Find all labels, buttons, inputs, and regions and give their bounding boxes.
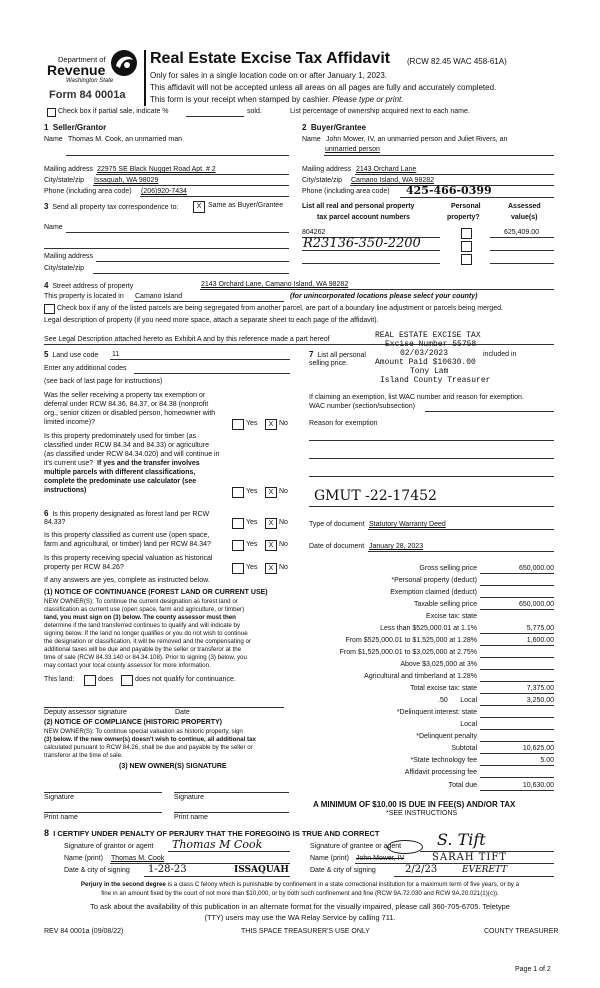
stamp-line2: Excise Number 55758 [385,340,477,349]
seller-city-value[interactable]: Issaquah, WA 98029 [94,177,159,184]
tax-row-label-7: From $1,525,000.01 to $3,025,000 at 2.75% [339,649,477,656]
partial-sale-label: Check box if partial sale, indicate % [58,108,169,115]
doc-date-value[interactable]: January 28, 2023 [369,543,424,550]
tax-row-label-6: From $525,000.01 to $1,525,000 at 1.28% [345,637,477,644]
notice1-line3: determine if the land transferred continues to qualify and will indicate by [44,622,241,629]
current-use-q-line1: farm and agricultural, or timber) land per RCW 84.34? [44,541,211,548]
form-number: Form 84 0001a [49,89,126,101]
forest-yes-checkbox[interactable] [232,518,244,529]
tax-row-line-9[interactable] [480,681,554,682]
tax-row-line-12[interactable] [480,717,554,718]
section3-mailing-line[interactable] [96,261,289,262]
grantee-date[interactable]: 2/2/23 [405,864,438,875]
buyer-mailing-label: Mailing address [302,166,352,173]
forest-question [44,509,209,518]
seller-heading-text: Seller/Grantor [52,123,107,132]
personal-header2: property? [447,214,480,221]
historic-no-label: No [279,564,288,571]
q2-line2: (as classified under RCW 84.34.020) and will continue in [44,451,220,458]
tax-row-label-10: Total excise tax: state [410,685,477,692]
see-back-note: (see back of last page for instructions) [44,378,163,385]
section3-text: Send all property tax correspondence to: [52,204,179,211]
seller-phone-line [140,196,289,197]
q2-bold2: complete the predominate use calculator (see [44,478,197,485]
owner-print-label2: Print name [174,814,208,821]
tax-row-line-13[interactable] [480,729,554,730]
q2-bold0: If yes and the transfer involves [97,460,200,467]
dept-line3: Washington State [66,78,114,84]
wac-line1: If claiming an exemption, list WAC number and reason for exemption. [309,394,524,401]
notice1-line6: additional taxes will be due and payable by the seller or transferor at the [44,646,242,653]
legal-desc-value[interactable]: See Legal Description attached hereto as Exhibit A and by this reference made a part hereof [44,336,330,343]
grantor-name[interactable]: Thomas M. Cook [111,855,165,862]
notice1-line4: signing below. If the land no longer qualifies or you do not wish to continue [44,630,248,637]
tax-row-label-1: *Personal property (deduct) [391,577,477,584]
parcel-2-assessed-line [490,250,554,251]
historic-yes-checkbox[interactable] [232,563,244,574]
minimum-due-note: A MINIMUM OF $10.00 IS DUE IN FEE(S) AND/OR TAX [313,800,516,809]
form-rcw: (RCW 82.45 WAC 458-61A) [407,57,507,66]
q2-line0: Is this property predominately used for timber (as [44,433,197,440]
tax-row-label-14: *Delinquent penalty [416,733,477,740]
q1-line3: limited income)? [44,419,95,426]
section3-num: 3 [44,202,49,211]
buyer-phone-value[interactable]: 425-466-0399 [406,184,492,197]
owner-print-line2[interactable] [174,812,289,813]
ownership-pct-note: List percentage of ownership acquired next to each name. [290,108,470,115]
page-number: Page 1 of 2 [515,966,551,973]
tax-row-value-18[interactable]: 10,630.00 [522,782,554,789]
dept-line2: Revenue [47,62,106,78]
section3-extra-line[interactable] [44,248,289,249]
grantor-name-label: Name (print) [64,855,103,862]
seller-heading-num: 1 [44,123,49,132]
handwritten-note: GMUT -22-17452 [314,488,437,504]
q2-line3-start: it's current use? [44,460,94,467]
tax-row-label-3: Taxable selling price [413,601,477,608]
buyer-name-line2 [324,155,554,156]
perjury-line1 [0,881,600,888]
tax-row-value-10[interactable]: 7,375.00 [526,685,554,692]
grantor-signature-label: Signature of grantor or agent [64,843,154,850]
tax-row-label-15: Subtotal [451,745,477,752]
certify-text: I CERTIFY UNDER PENALTY OF PERJURY THAT THE FOREGOING IS TRUE AND CORRECT [53,829,380,838]
owner-print-line1[interactable] [44,812,162,813]
grantee-date-line [394,876,554,877]
located-value[interactable]: Camano Island [135,293,183,300]
buyer-heading-num: 2 [302,123,307,132]
section6-num: 6 [44,509,49,518]
reason-line2[interactable] [309,458,554,459]
perjury-line2: fine in an amount fixed by the court of not more than $10,000, or by both such confinement and fine (RCW 9A.72.030 and RCW 9A.20.021(1)(c)). [101,890,499,897]
forest-no-checkbox[interactable]: X [265,518,277,529]
tax-row-value-0[interactable]: 650,000.00 [518,565,554,572]
tax-row-line-7[interactable] [480,657,554,658]
same-as-buyer-label: Same as Buyer/Grantee [208,202,284,209]
does-not-label: does not qualify for continuance. [135,676,236,683]
tax-row-value-5[interactable]: 5,775.00 [526,625,554,632]
notice1-line2: land, you must sign on (3) below. The county assessor must then [44,614,236,621]
current-use-no-label: No [279,541,288,548]
land-use-label [44,350,98,359]
reason-line1[interactable] [309,440,554,441]
notice2-line0: NEW OWNER(S): To continue special valuation as historic property, sign [44,728,243,735]
doc-type-value[interactable]: Statutory Warranty Deed [369,521,446,528]
buyer-name-label: Name [302,136,321,143]
tax-row-label-4: Excise tax: state [426,613,477,620]
tax-row-line-14[interactable] [480,741,554,742]
owner-signature-line2[interactable] [174,792,289,793]
wac-number-label: WAC number (section/subsection) [309,403,415,410]
q1-no-label: No [279,420,288,427]
does-qualify-checkbox[interactable] [84,675,96,686]
parcel-1-personal-checkbox[interactable] [461,228,472,239]
tax-row-value-16[interactable]: 5.00 [540,757,554,764]
q2-bold1: multiple parcels with different classifications, [44,469,196,476]
seller-name-label: Name [44,136,63,143]
section8-num: 8 [44,828,50,838]
q1-line2: org., senior citizen or disabled person, homeowner with [44,410,216,417]
seller-name-value[interactable]: Thomas M. Cook, an unmarried man [68,136,182,143]
seller-mailing-label: Mailing address [44,166,94,173]
tax-row-line-15 [480,753,554,754]
parcel-2-line [302,250,440,251]
grantor-city[interactable]: ISSAQUAH [234,865,289,875]
seller-heading [44,123,106,132]
buyer-heading-text: Buyer/Grantee [310,123,367,132]
section3-city-line[interactable] [93,273,289,274]
stamp-line3: 02/03/2023 [400,349,449,358]
treasurer-use-only: THIS SPACE TREASURER'S USE ONLY [241,928,370,935]
tax-row-line-2[interactable] [480,597,554,598]
tax-row-label-9: Agricultural and timberland at 1.28% [364,673,477,680]
section3-name-label: Name [44,224,63,231]
deputy-signature-label: Deputy assessor signature [44,709,127,716]
notice1-title: (1) NOTICE OF CONTINUANCE (FOREST LAND OR CURRENT USE) [44,589,268,596]
notice2-line3: transferor at the time of sale. [44,752,123,759]
header-line3 [150,95,403,104]
q2-bold3: instructions) [44,487,87,494]
section3-mailing-label: Mailing address [44,253,94,260]
perjury-bold: Perjury in the second degree [80,881,166,888]
parcel-1-assessed[interactable]: 625,409.00 [504,229,540,236]
tax-row-line-0 [480,573,554,574]
street-address-text: Street address of property [52,283,134,290]
tax-row-label-0: Gross selling price [419,565,477,572]
grantee-signature-label: Signature of grantee or agent [310,843,402,850]
tax-row-label-5: Less than $525,000.01 at 1.1% [380,625,477,632]
same-as-buyer-checkbox[interactable]: X [193,201,205,213]
q1-no-checkbox[interactable]: X [265,419,277,430]
seller-phone-value[interactable]: (206)920-7434 [141,188,187,195]
seller-city-line [93,185,289,186]
header-line2: This affidavit will not be accepted unless all areas on all pages are fully and accurately completed. [150,83,497,92]
tax-row-value-11[interactable]: 3,250.00 [526,697,554,704]
local-rate: .50 [438,697,448,704]
grantor-signature-line [168,851,290,852]
buyer-mailing-value[interactable]: 2143 Orchard Lane [356,166,417,173]
buyer-name-value2[interactable]: unmarried person [325,146,380,153]
alt-format-line2: (TTY) users may use the WA Relay Service by calling 711. [204,913,396,922]
current-use-q-line0: Is this property classified as current use (open space, [44,532,210,539]
parcel-handwritten: R23136-350-2200 [303,236,421,251]
included-label: included in [483,351,517,358]
grantor-date-label: Date & city of signing [64,867,130,874]
grantee-date-label: Date & city of signing [310,867,376,874]
q1-line1: deferral under RCW 84.36, 84.37, or 84.38 (nonprofit [44,401,209,408]
assessed-header1: Assessed [508,203,541,210]
q2-line1: classified under RCW 84.34 and 84.33) or agriculture [44,442,209,449]
header-line3-text: This form is your receipt when stamped by cashier. [150,95,331,104]
parcel-header1: List all real and personal property [302,203,415,210]
section3-label [44,202,178,211]
segregated-label: Check box if any of the listed parcels are being segregated from another parcel, are part of a boundary line adjustment or parcels being merged. [57,305,503,312]
parcel-3-line [302,263,440,264]
tax-row-label-2: Exemption claimed (deduct) [390,589,477,596]
tax-row-line-8[interactable] [480,669,554,670]
rev-number: REV 84 0001a (09/08/22) [44,928,124,935]
doc-date-label: Date of document [309,543,365,550]
grantee-city[interactable]: EVERETT [462,865,508,875]
parcel-1-number[interactable]: 804262 [302,229,326,236]
section4-num: 4 [44,281,49,290]
tax-row-line-11 [480,705,554,706]
personal-header1: Personal [451,203,481,210]
grantee-agent-circle [387,840,423,854]
doc-type-label: Type of document [309,521,365,528]
personal-property-label [309,350,366,359]
grantee-name[interactable]: SARAH TIFT [432,852,507,863]
perjury-text1: is a class C felony which is punishable by confinement in a state correctional institution for a maximum term of five years, or by a [167,881,520,888]
doc-type-line [368,529,554,530]
q2-yes-label: Yes [246,488,258,495]
notice1-line5: the designation or classification, it will be removed and the compensating or [44,638,252,645]
notice1-line0: NEW OWNER(S): To continue the current designation as forest land or [44,598,238,605]
seller-name-line2[interactable] [66,155,289,156]
this-land-label: This land: [44,676,75,683]
land-use-value[interactable]: 11 [112,351,120,358]
does-label: does [98,676,114,683]
notice2-line2: calculated pursuant to RCW 84.26, shall be due and payable by the seller or [44,744,253,751]
tax-row-label-11: Local [460,697,477,704]
tax-row-line-10 [480,693,554,694]
q1-line0: Was the seller receiving a property tax exemption or [44,392,206,399]
street-address-line [200,289,554,290]
county-treasurer-label: COUNTY TREASURER [484,928,559,935]
notice1-line7: time of sale (RCW 84.33.140 or 84.34.108). Prior to signing (3) below, you [44,654,247,661]
tax-row-label-18: Total due [448,782,477,789]
unincorporated-note: (for unincorporated locations please select your county) [290,293,478,300]
tax-row-label-8: Above $3,025,000 at 3% [400,661,477,668]
owner-signature-label2: Signature [174,794,204,801]
stamp-line4: Amount Paid $10630.00 [375,358,476,367]
grantor-date-line [144,876,290,877]
tax-row-line-17[interactable] [480,777,554,778]
alt-format-line1: To ask about the availability of this publication in an alternate format for the visually impaired, please call 360-705-6705. Teletype [90,902,510,911]
tax-row-label-12: *Delinquent interest: state [396,709,477,716]
historic-q-line0: Is this property receiving special valuation as historical [44,555,213,562]
land-use-text: Land use code [52,352,99,359]
parcel-header2: tax parcel account numbers [317,214,410,221]
assessed-header2: value(s) [511,214,538,221]
tax-row-line-5 [480,633,554,634]
q2-no-checkbox[interactable]: X [265,487,277,498]
notice3-title: (3) NEW OWNER(S) SIGNATURE [119,763,227,770]
parcel-3-personal-checkbox[interactable] [461,254,472,265]
buyer-name-value1[interactable]: John Mower, IV, an unmarried person and Juliet Rivers, an [326,136,508,143]
q2-yes-checkbox[interactable] [232,487,244,498]
grantee-name-struck: John Mower, IV [356,855,405,862]
tax-row-value-3[interactable]: 650,000.00 [518,601,554,608]
buyer-city-label: City/state/zip [302,177,343,184]
deputy-signature-line[interactable] [44,707,284,708]
current-use-no-checkbox[interactable]: X [265,540,277,551]
notice2-line1: (3) below. If the new owner(s) doesn't wish to continue, all additional tax [44,736,256,743]
partial-sale-sold: sold. [247,108,262,115]
tax-row-line-6 [480,645,554,646]
tax-row-line-16 [480,765,554,766]
dept-line1: Department of [58,55,106,64]
owner-signature-label1: Signature [44,794,74,801]
current-use-yes-label: Yes [246,541,258,548]
street-address-value[interactable]: 2143 Orchard Lane, Camano Island, WA 98282 [201,281,349,288]
reason-line4[interactable] [309,506,554,507]
header-divider [144,50,146,106]
grantee-name-line [355,863,554,864]
street-address-label [44,281,133,290]
partial-sale-checkbox[interactable] [47,108,56,117]
grantor-name-line [110,863,290,864]
legal-desc-line [44,344,554,345]
form-title: Real Estate Excise Tax Affidavit [150,50,391,67]
grantee-signature[interactable]: S. Tift [437,830,486,849]
doc-date-line [368,551,554,552]
q2-no-label: No [279,488,288,495]
forest-no-label: No [279,519,288,526]
parcel-1-assessed-line [490,237,554,238]
forest-yes-label: Yes [246,519,258,526]
legal-desc-label: Legal description of property (if you need more space, attach a separate sheet to each page of the affidavit). [44,317,379,324]
forest-q-line1: 84.33? [44,519,66,526]
tax-row-value-15[interactable]: 10,625.00 [522,745,554,752]
reason-line3[interactable] [309,476,554,477]
grantor-signature[interactable]: Thomas M Cook [172,838,263,851]
grantor-date[interactable]: 1-28-23 [148,864,187,875]
does-not-qualify-checkbox[interactable] [121,675,133,686]
wac-number-line[interactable] [425,411,554,412]
stamp-line5: Tony Lam [410,367,449,376]
buyer-mailing-line [355,174,554,175]
seller-city-label: City/state/zip [44,177,85,184]
tax-row-line-1[interactable] [480,585,554,586]
certify-heading [44,828,379,838]
partial-sale-pct-line[interactable] [186,116,244,117]
stamp-line6: Island County Treasurer [380,376,491,385]
if-yes-note: If any answers are yes, complete as instructed below. [44,577,210,584]
stamp-line1: REAL ESTATE EXCISE TAX [375,331,481,340]
tax-row-label-16: *State technology fee [410,757,477,764]
notice2-title: (2) NOTICE OF COMPLIANCE (HISTORIC PROPERTY) [44,719,222,726]
current-use-yes-checkbox[interactable] [232,540,244,551]
tax-row-line-3 [480,609,554,610]
additional-codes-label: Enter any additional codes [44,365,127,372]
parcel-3-assessed-line [490,263,554,264]
additional-codes-line[interactable] [134,373,290,374]
segregated-checkbox[interactable] [44,304,55,314]
wa-state-logo-icon [108,48,140,78]
seller-phone-label: Phone (including area code) [44,188,132,195]
selling-price-label: selling price. [309,360,348,367]
see-instructions-note: *SEE INSTRUCTIONS [386,810,458,817]
located-line [134,301,284,302]
buyer-heading [302,123,366,132]
seller-mailing-value[interactable]: 22975 SE Black Nugget Road Apt. # 2 [97,166,216,173]
buyer-city-value[interactable]: Camano Island, WA 98282 [351,177,435,184]
owner-signature-line1[interactable] [44,792,162,793]
buyer-phone-label: Phone (including area code) [302,188,390,195]
buyer-phone-line [400,197,554,198]
historic-yes-label: Yes [246,564,258,571]
tax-row-value-6[interactable]: 1,600.00 [526,637,554,644]
personal-property-text: List all personal [317,352,366,359]
grantee-name-label: Name (print) [310,855,349,862]
section3-city-label: City/state/zip [44,265,85,272]
section7-num: 7 [309,350,314,359]
parcel-2-personal-checkbox[interactable] [461,241,472,252]
forest-q-line0: Is this property designated as forest land per RCW [52,511,210,518]
located-label: This property is located in [44,293,124,300]
deputy-date-label: Date [175,709,190,716]
header-line1: Only for sales in a single location code on or after January 1, 2023. [150,71,388,80]
seller-mailing-line [96,174,289,175]
notice1-line1: classification as current use (open space, farm and agriculture, or timber) [44,606,245,613]
historic-no-checkbox[interactable]: X [265,563,277,574]
land-use-line [110,359,290,360]
q1-yes-checkbox[interactable] [232,419,244,430]
tax-row-label-17: Affidavit processing fee [404,769,477,776]
historic-q-line1: property per RCW 84.26? [44,564,124,571]
owner-print-label1: Print name [44,814,78,821]
tax-row-line-18 [480,790,554,791]
notice1-line8: may contact your local county assessor for more information. [44,662,211,669]
section3-name-line[interactable] [66,232,289,233]
reason-label: Reason for exemption [309,420,378,427]
tax-row-label-13: Local [460,721,477,728]
section5-num: 5 [44,350,49,359]
header-line3-italic: Please type or print. [332,95,404,104]
q1-yes-label: Yes [246,420,258,427]
